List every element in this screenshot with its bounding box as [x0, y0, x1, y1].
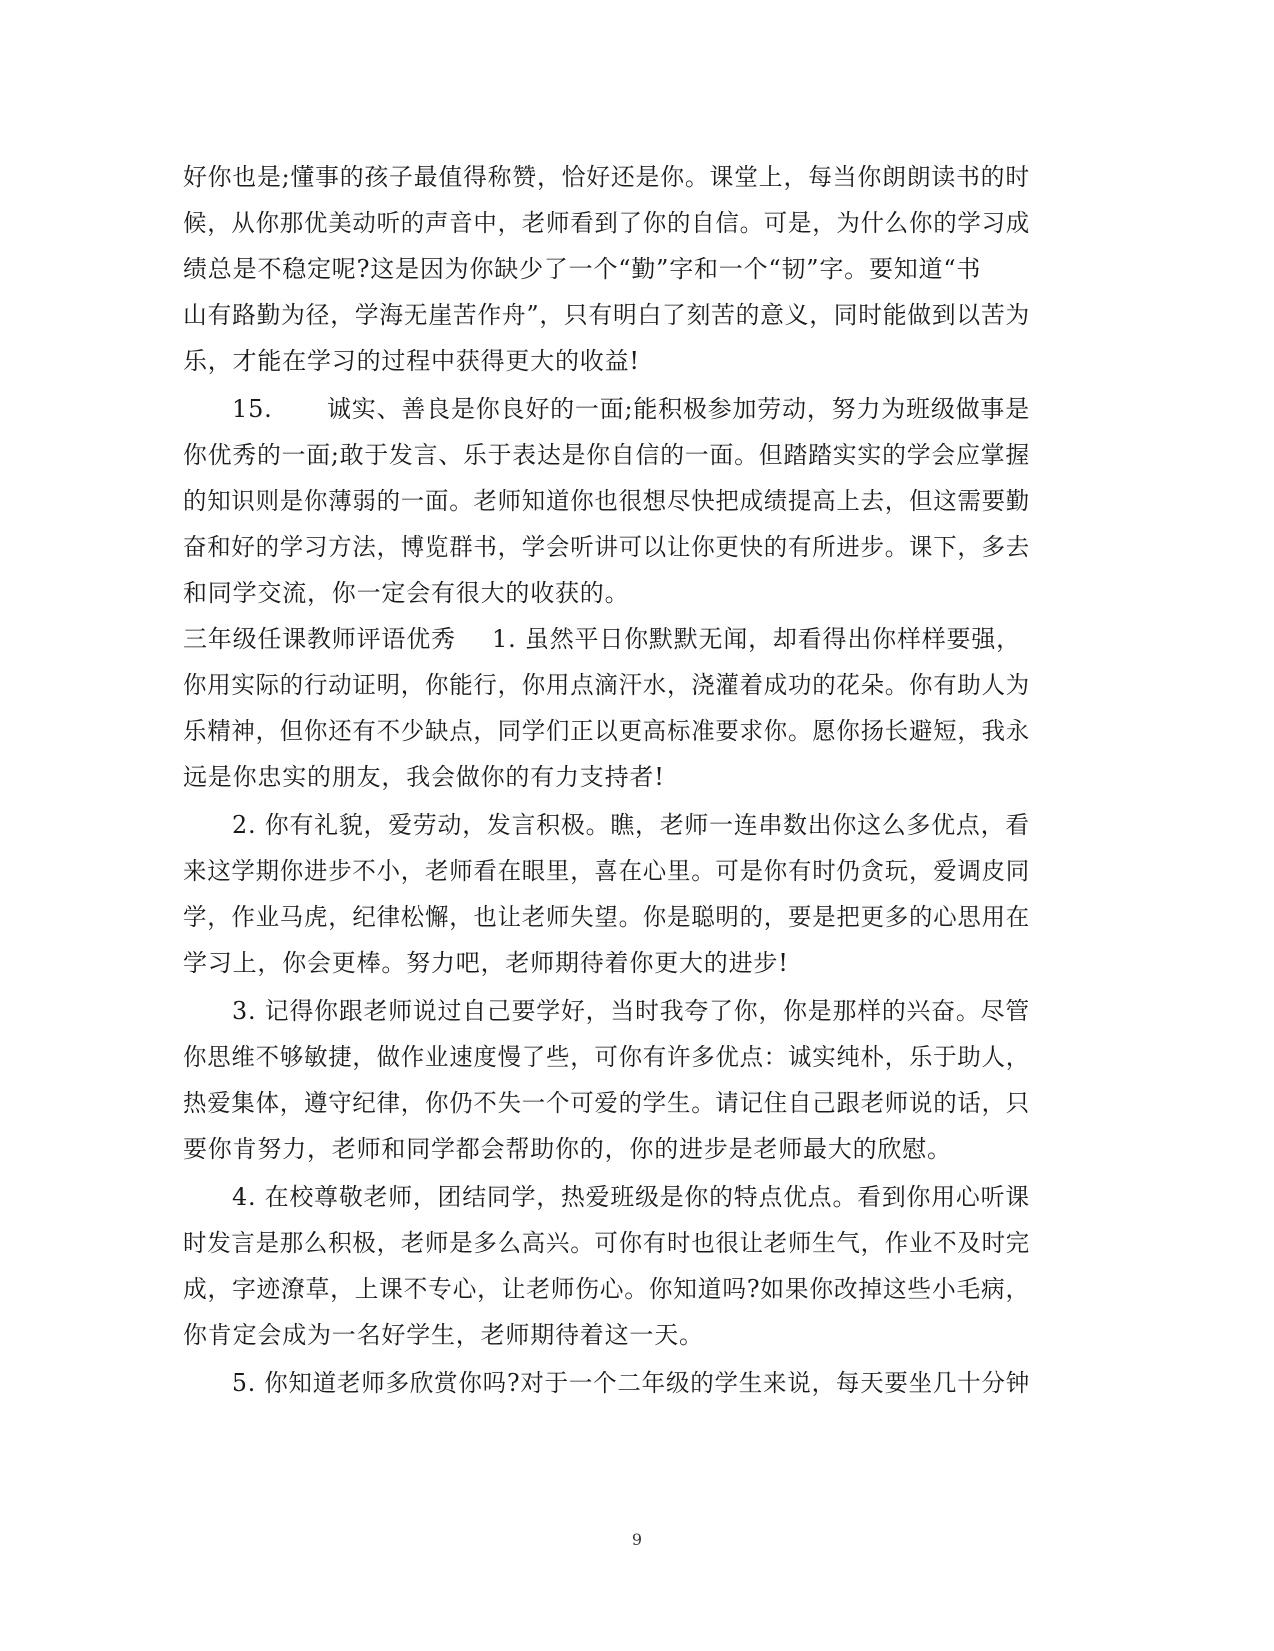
item-15-number: 15. — [232, 395, 273, 423]
section-heading-line: 三年级任课教师评语优秀 1. 虽然平日你默默无闻，却看得出你样样要强， — [0, 619, 1274, 659]
text-line: 时发言是那么积极，老师是多么高兴。可你有时也很让老师生气，作业不及时完 — [183, 1229, 1030, 1257]
text-line: 成，字迹潦草，上课不专心，让老师伤心。你知道吗?如果你改掉这些小毛病， — [183, 1275, 1031, 1303]
text-line: 学，作业马虎，纪律松懈，也让老师失望。你是聪明的，要是把更多的心思用在 — [183, 903, 1030, 931]
text-line: 山有路勤为径，学海无崖苦作舟”，只有明白了刻苦的意义，同时能做到以苦为 — [183, 301, 1031, 329]
text-line: 好你也是;懂事的孩子最值得称赞，恰好还是你。课堂上，每当你朗朗读书的时 — [183, 163, 1030, 191]
text-line: 4. 在校尊敬老师，团结同学，热爱班级是你的特点优点。看到你用心听课 — [232, 1183, 1030, 1211]
text-line: 热爱集体，遵守纪律，你仍不失一个可爱的学生。请记住自己跟老师说的话，只 — [183, 1089, 1030, 1117]
text-line: 你肯定会成为一名好学生，老师期待着这一天。 — [183, 1321, 704, 1349]
text-line: 要你肯努力，老师和同学都会帮助你的，你的进步是老师最大的欣慰。 — [183, 1135, 952, 1163]
text-line: 远是你忠实的朋友，我会做你的有力支持者! — [183, 763, 665, 791]
text-line: 2. 你有礼貌，爱劳动，发言积极。瞧，老师一连串数出你这么多优点，看 — [232, 811, 1030, 839]
text-line: 3. 记得你跟老师说过自己要学好，当时我夸了你，你是那样的兴奋。尽管 — [232, 997, 1030, 1025]
text-line: 候，从你那优美动听的声音中，老师看到了你的自信。可是，为什么你的学习成 — [183, 209, 1030, 237]
text-line: 你用实际的行动证明，你能行，你用点滴汗水，浇灌着成功的花朵。你有助人为 — [183, 671, 1030, 699]
text-line: 和同学交流，你一定会有很大的收获的。 — [183, 579, 630, 607]
text-line: 的知识则是你薄弱的一面。老师知道你也很想尽快把成绩提高上去，但这需要勤 — [183, 487, 1030, 515]
text-line: 学习上，你会更棒。努力吧，老师期待着你更大的进步! — [183, 949, 789, 977]
text-line: 你优秀的一面;敢于发言、乐于表达是你自信的一面。但踏踏实实的学会应掌握 — [183, 441, 1030, 469]
text-line: 奋和好的学习方法，博览群书，学会听讲可以让你更快的有所进步。课下，多去 — [183, 533, 1030, 561]
section-heading: 三年级任课教师评语优秀 — [183, 625, 456, 653]
item-15-line: 15. 诚实、善良是你良好的一面;能积极参加劳动，努力为班级做事是 — [0, 389, 1274, 429]
page-number: 9 — [631, 1530, 643, 1549]
text-line: 绩总是不稳定呢?这是因为你缺少了一个“勤”字和一个“韧”字。要知道“书 — [183, 255, 982, 283]
text-line: 来这学期你进步不小，老师看在眼里，喜在心里。可是你有时仍贪玩，爱调皮同 — [183, 857, 1030, 885]
text-line: 5. 你知道老师多欣赏你吗?对于一个二年级的学生来说，每天要坐几十分钟 — [232, 1369, 1031, 1397]
text-line: 乐精神，但你还有不少缺点，同学们正以更高标准要求你。愿你扬长避短，我永 — [183, 717, 1030, 745]
text-line: 你思维不够敏捷，做作业速度慢了些，可你有许多优点：诚实纯朴，乐于助人， — [183, 1043, 1030, 1071]
text-line: 乐，才能在学习的过程中获得更大的收益! — [183, 347, 640, 375]
